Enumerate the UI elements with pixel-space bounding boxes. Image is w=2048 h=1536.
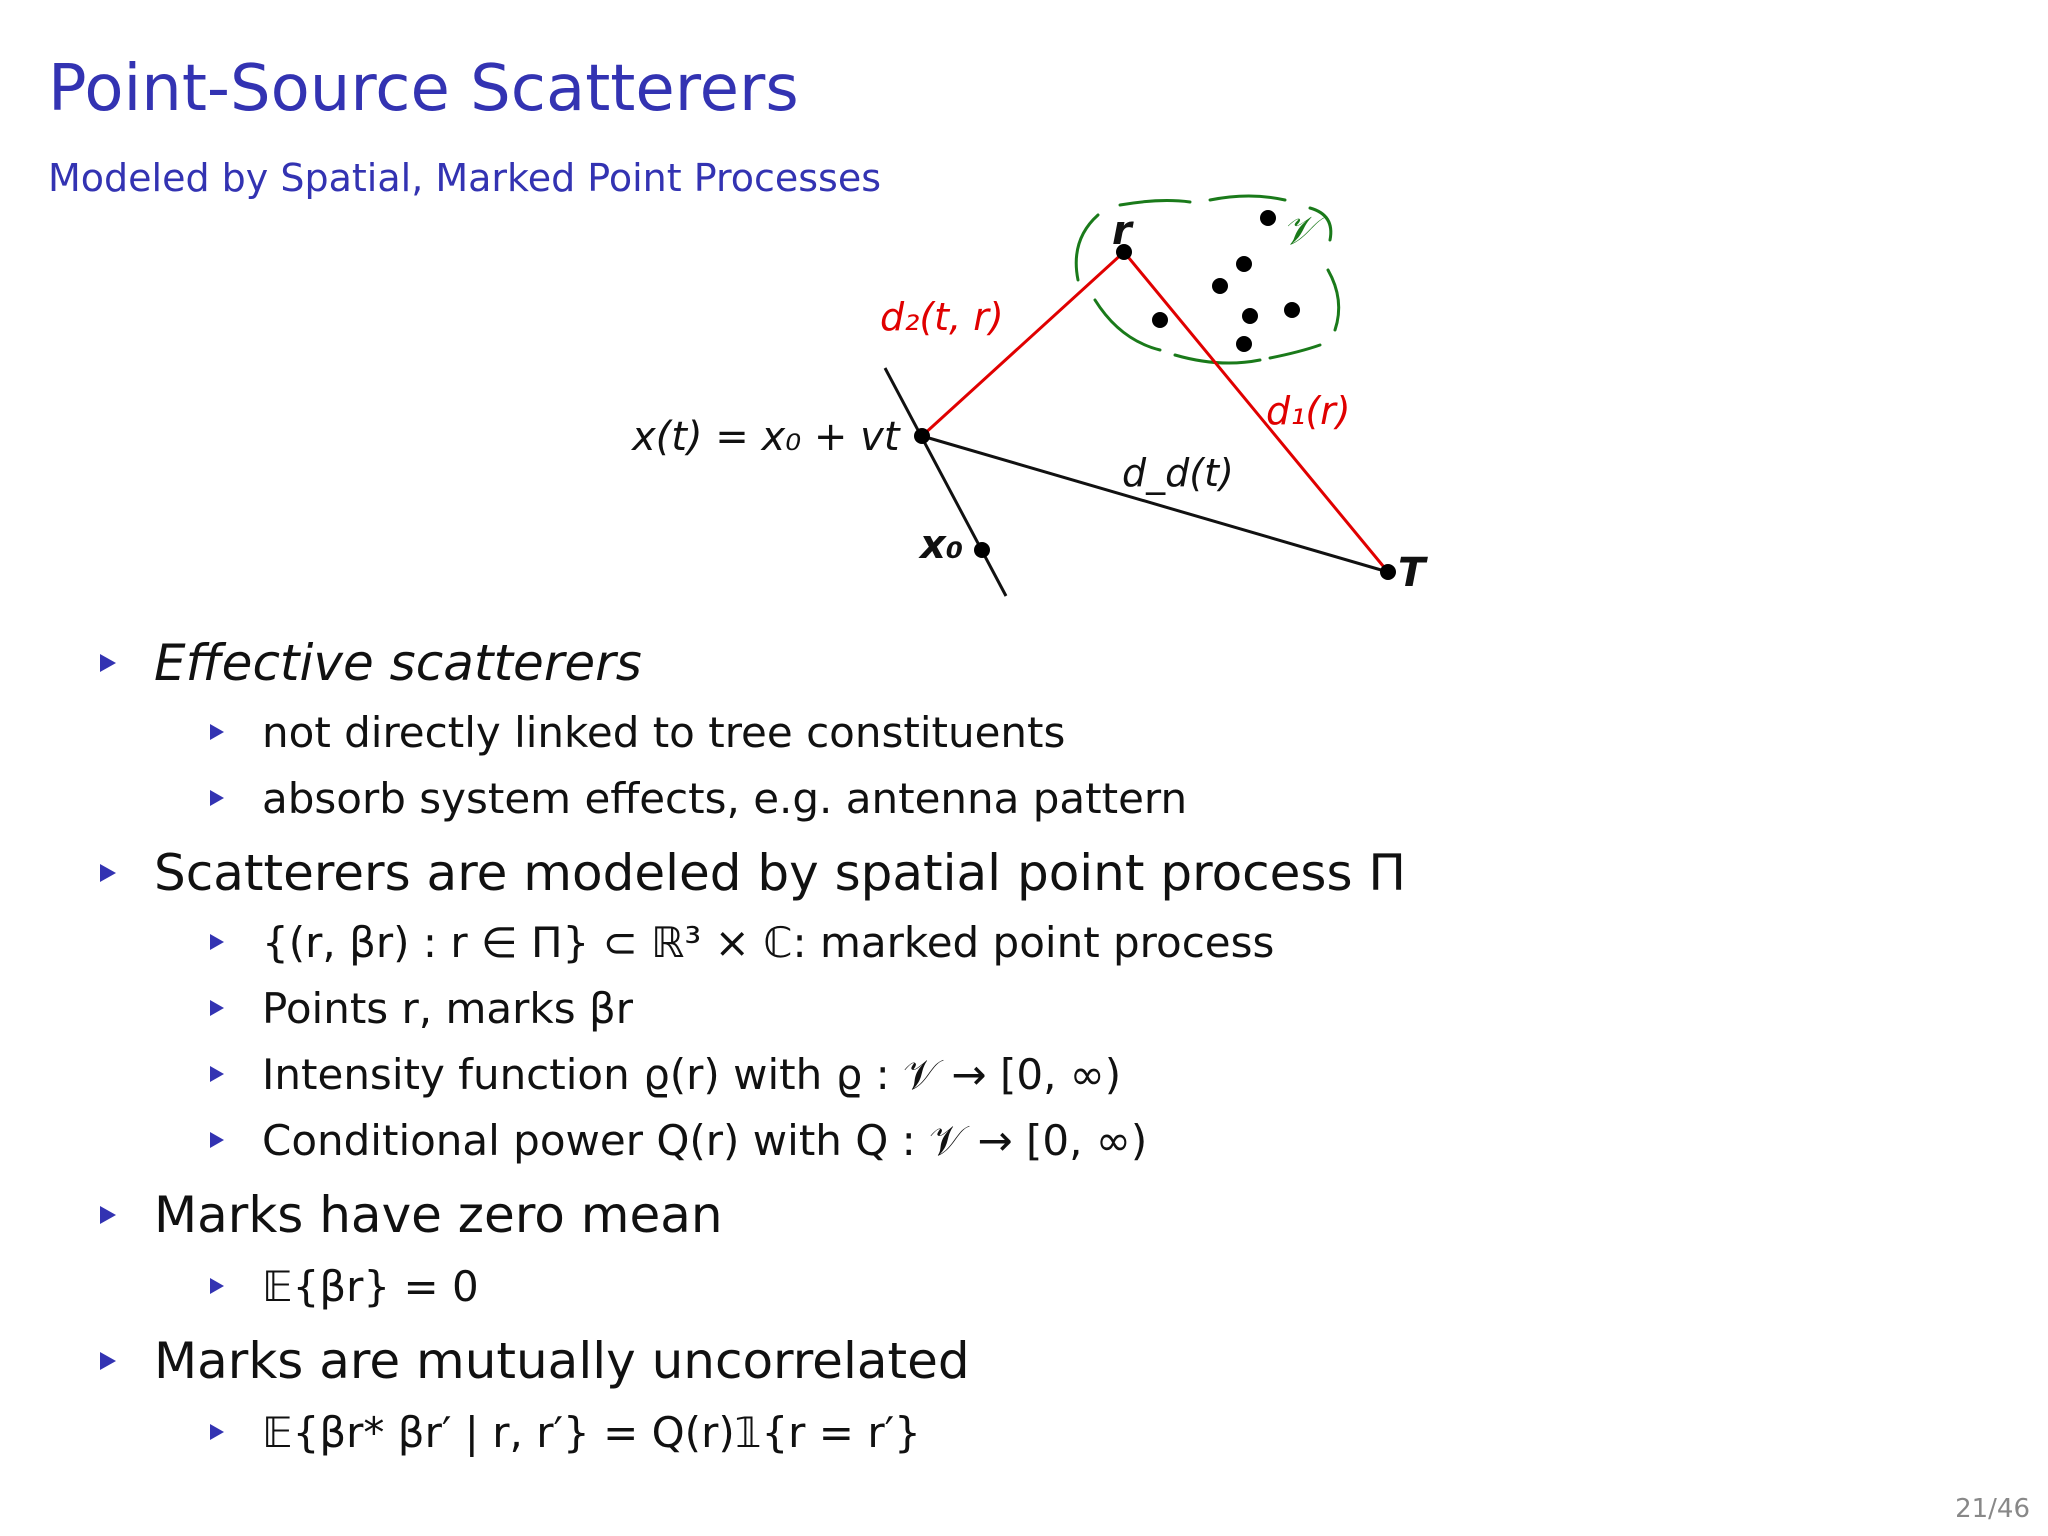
subbullet-conditional-power: Conditional power Q(r) with Q : 𝒱 → [0, ∞): [210, 1116, 1147, 1166]
bullet-marker: [210, 1424, 224, 1440]
subbullet-marked-process: {(r, βr) : r ∈ Π} ⊂ ℝ³ × ℂ: marked point process: [210, 918, 1274, 967]
bullet-marker: [210, 1132, 224, 1148]
subbullet-points-marks: Points r, marks βr: [210, 984, 633, 1033]
scatterer-dot: [1260, 210, 1276, 226]
scatterer-dot: [1236, 256, 1252, 272]
subbullet-intensity: Intensity function ϱ(r) with ϱ : 𝒱 → [0, ∞): [210, 1050, 1121, 1100]
bullet-marker: [210, 790, 224, 806]
bullet-marker: [210, 1278, 224, 1294]
subbullet-correlation: 𝔼{βr* βr′ | r, r′} = Q(r)𝟙{r = r′}: [210, 1408, 921, 1457]
transmitter-point: [1380, 564, 1396, 580]
label-x-of-t: x(t) = x₀ + vt: [632, 414, 900, 460]
subbullet-absorb-effects: absorb system effects, e.g. antenna pattern: [210, 774, 1187, 823]
bullet-marker: [100, 1206, 116, 1224]
bullet-marker: [210, 934, 224, 950]
scatterer-dot: [1212, 278, 1228, 294]
scatterer-dot: [1152, 312, 1168, 328]
label-T: T: [1398, 550, 1426, 596]
bullet-uncorrelated: Marks are mutually uncorrelated: [100, 1332, 970, 1390]
bullet-marker: [210, 1000, 224, 1016]
bullet-zero-mean: Marks have zero mean: [100, 1186, 723, 1244]
subbullet-expectation: 𝔼{βr} = 0: [210, 1262, 479, 1311]
receiver-point: [914, 428, 930, 444]
scatterer-dot: [1284, 302, 1300, 318]
bullet-marker: [100, 654, 116, 672]
bullet-marker: [210, 1066, 224, 1082]
slide-title: Point-Source Scatterers: [48, 52, 799, 126]
scatterer-dot: [1242, 308, 1258, 324]
label-x0: x₀: [920, 522, 964, 568]
label-d1: d₁(r): [1266, 389, 1351, 433]
label-r: r: [1112, 208, 1132, 254]
start-point: [974, 542, 990, 558]
bullet-marker: [100, 864, 116, 882]
bullet-marker: [100, 1352, 116, 1370]
page-number: 21/46: [1955, 1494, 2030, 1524]
slide-subtitle: Modeled by Spatial, Marked Point Processes: [48, 156, 882, 200]
scatterer-dot: [1236, 336, 1252, 352]
scattering-geometry-diagram: [0, 0, 2048, 620]
scatterer-points: [1116, 210, 1300, 352]
label-volume: 𝒱: [1282, 208, 1316, 254]
bullet-point-process: Scatterers are modeled by spatial point process Π: [100, 844, 1406, 902]
label-dd: d_d(t): [1122, 451, 1234, 495]
label-d2: d₂(t, r): [880, 295, 1004, 339]
bullet-effective-scatterers: Effective scatterers: [100, 634, 642, 692]
bullet-marker: [210, 724, 224, 740]
subbullet-not-linked: not directly linked to tree constituents: [210, 708, 1065, 757]
